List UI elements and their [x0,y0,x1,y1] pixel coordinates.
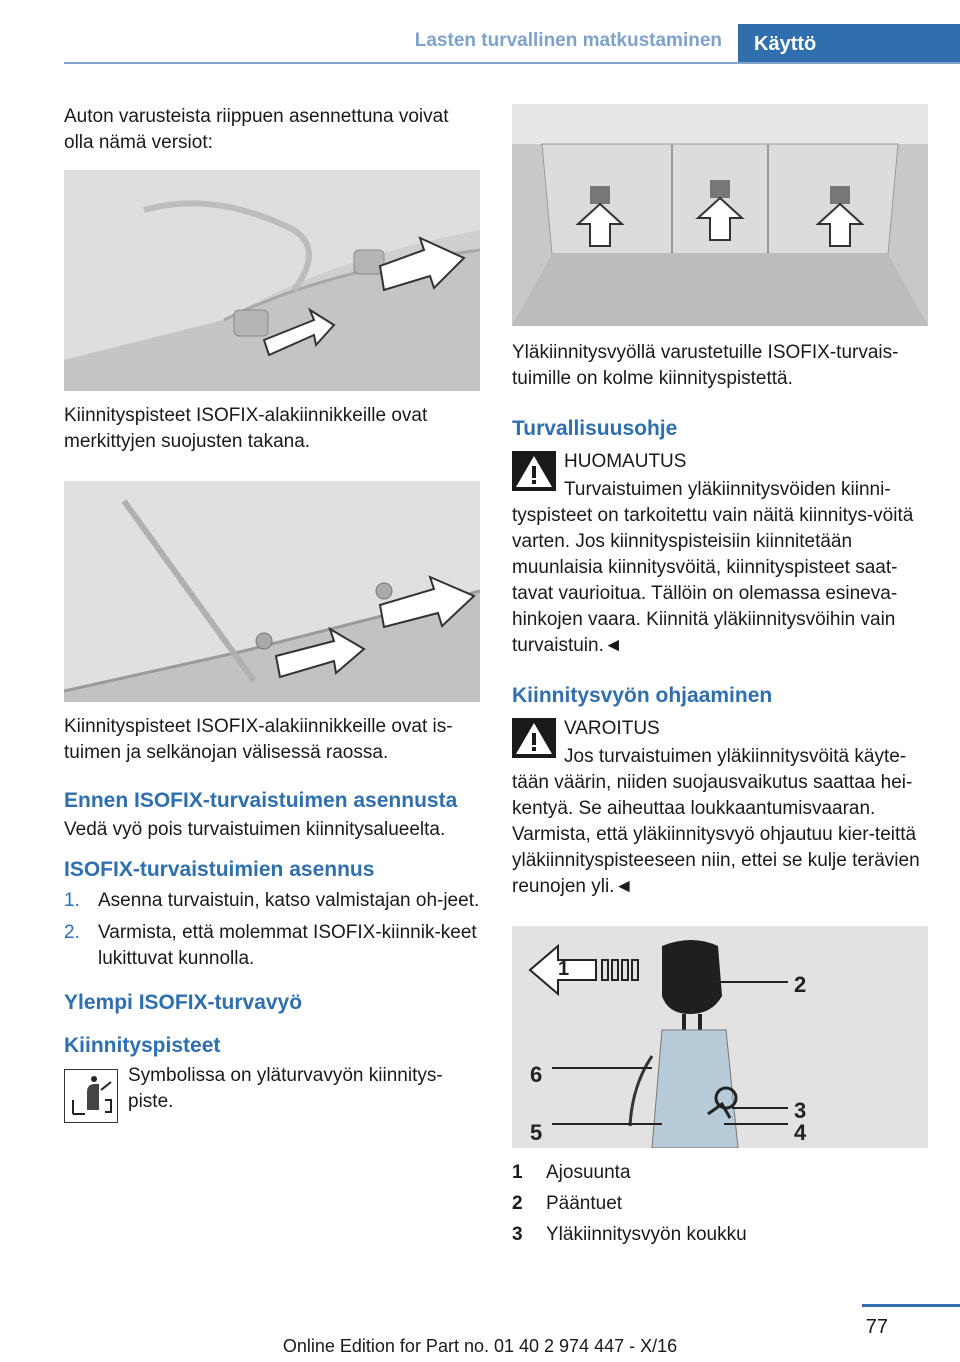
warning-triangle-icon [512,718,556,758]
child-seat-anchor-icon [64,1069,118,1123]
diagram-label-5: 5 [530,1120,543,1145]
diagram-label-2: 2 [794,972,807,997]
footer-rule [862,1304,960,1307]
list-item [512,1191,928,1217]
heading-upper-tether: Ylempi ISOFIX-turvavyö [64,991,303,1014]
heading-anchor-points: Kiinnityspisteet [64,1034,221,1057]
notice-label: HUOMAUTUS [564,451,687,472]
right-column [512,104,928,1248]
warning-text: Jos turvaistuimen yläkiinnitysvöitä käyte-tään väärin, niiden suojausvaikutus saattaa hei-kentyä. Se aiheuttaa loukkaantumisvaaran. Varmista, että yläkiinnitysvyö ohjautuu kier-teittä yläkiinnityspisteeseen niin, ettei se kulje terävien reunojen yli.◄ [512,746,920,897]
installation-steps [64,888,480,972]
legend-number: 1 [512,1162,523,1183]
caption-photo1: Kiinnityspisteet ISOFIX-alakiinnikkeille ovat merkittyjen suojusten takana. [64,405,428,452]
diagram-label-4: 4 [794,1120,807,1145]
legend-text: Ajosuunta [546,1162,631,1183]
header-section-title: Lasten turvallinen matkustaminen [414,30,722,51]
heading-safety-note: Turvallisuusohje [512,417,678,440]
diagram-legend [512,1160,928,1248]
footer-edition: Online Edition for Part no. 01 40 2 974 447 - X/16 [282,1336,678,1356]
step-number: 1. [64,890,80,911]
notice-text: Turvaistuimen yläkiinnitysvöiden kiinni-tyspisteet on tarkoitettu vain näitä kiinnitys-vöitä varten. Jos kiinnityspisteisiin kiinnitetään muunlaisia kiinnitysvöitä, kiinnityspisteet saat-tavat vaurioitua. Tällöin on olemassa esineva-hinkojen vaara. Kiinnitä yläkiinnitysvöihin vain turvaistuin.◄ [512,479,914,656]
warning-label: VAROITUS [564,718,660,739]
step-text: Asenna turvaistuin, katso valmistajan oh-jeet. [98,890,480,911]
list-item [512,1160,928,1186]
photo-isofix-covers [64,170,480,391]
diagram-label-1: 1 [558,958,570,980]
left-column [64,104,480,1115]
photo-trunk-anchors [512,104,928,326]
diagram-label-3: 3 [794,1098,807,1123]
photo-isofix-gap [64,481,480,702]
caption-trunk-photo: Yläkiinnitysvyöllä varustetuille ISOFIX-turvais-tuimille on kolme kiinnityspistettä. [512,342,899,389]
headrest-tether-diagram [512,926,928,1148]
list-item [64,920,480,972]
symbol-text: Symbolissa on yläturvavyön kiinnitys-piste. [128,1065,443,1112]
header-chapter-tab: Käyttö [738,24,960,64]
warning-triangle-icon [512,451,556,491]
legend-text: Yläkiinnitysvyön koukku [546,1224,747,1245]
legend-number: 2 [512,1193,523,1214]
diagram-label-6: 6 [530,1062,543,1087]
caption-photo2: Kiinnityspisteet ISOFIX-alakiinnikkeille ovat is-tuimen ja selkänojan välisessä raossa. [64,716,453,763]
step-text: Varmista, että molemmat ISOFIX-kiinnik-keet lukittuvat kunnolla. [98,922,477,969]
symbol-note [64,1063,480,1115]
page-number: 77 [865,1316,888,1338]
intro-text: Auton varusteista riippuen asennettuna voivat olla nämä versiot: [64,106,449,153]
list-item [64,888,480,914]
heading-before-installation: Ennen ISOFIX-turvaistuimen asennusta [64,789,458,812]
warning-block [512,716,928,742]
heading-tether-routing: Kiinnitysvyön ohjaaminen [512,684,773,707]
step-number: 2. [64,922,80,943]
header-rule [64,62,960,64]
legend-number: 3 [512,1224,523,1245]
heading-isofix-installation: ISOFIX-turvaistuimien asennus [64,858,375,881]
list-item [512,1222,928,1248]
notice-block [512,449,928,475]
before-installation-text: Vedä vyö pois turvaistuimen kiinnitysalueelta. [64,819,446,840]
legend-text: Pääntuet [546,1193,623,1214]
